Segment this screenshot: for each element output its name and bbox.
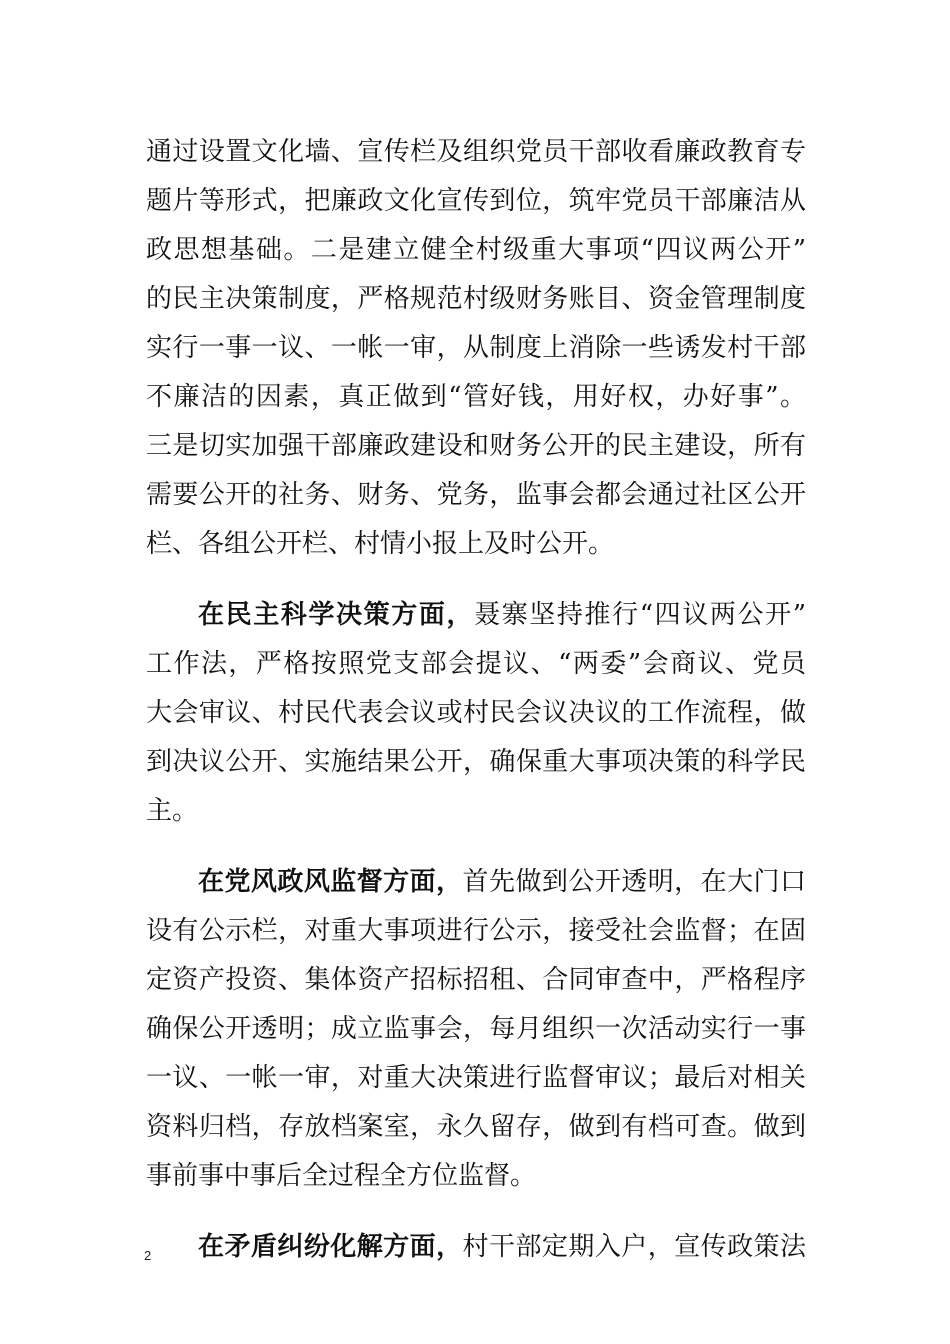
paragraph-4 [146,1223,806,1272]
text-line: 资料归档，存放档案室，永久留存，做到有档可查。做到 [146,1112,806,1142]
text-line [146,591,806,640]
text-line: 一议、一帐一审，对重大决策进行监督审议；最后对相关 [146,1063,806,1093]
text-line: 题片等形式，把廉政文化宣传到位，筑牢党员干部廉洁从 [146,186,806,216]
text-run: 村干部定期入户，宣传政策法 [462,1232,806,1262]
text-line: 的民主决策制度，严格规范村级财务账目、资金管理制度 [146,284,806,314]
paragraph-2 [146,591,806,836]
body-text [146,128,806,1272]
text-line: 定资产投资、集体资产招标招租、合同审查中，严格程序 [146,965,806,995]
paragraph-3 [146,858,806,1201]
text-line: 事前事中事后全过程全方位监督。 [146,1161,537,1191]
paragraph-1 [146,128,806,569]
paragraph-heading: 在党风政风监督方面， [198,867,463,897]
text-line: 大会审议、村民代表会议或村民会议决议的工作流程，做 [146,698,806,728]
page-number: 2 [144,1248,152,1263]
text-line: 到决议公开、实施结果公开，确保重大事项决策的科学民 [146,747,806,777]
text-line: 栏、各组公开栏、村情小报上及时公开。 [146,529,615,559]
paragraph-heading: 在矛盾纠纷化解方面， [198,1232,463,1262]
text-line: 主。 [146,796,199,826]
text-line: 需要公开的社务、财务、党务，监事会都会通过社区公开 [146,480,806,510]
text-line: 政思想基础。二是建立健全村级重大事项“四议两公开” [146,235,806,265]
text-line: 不廉洁的因素，真正做到“管好钱，用好权，办好事”。 [146,382,806,412]
text-run: 首先做到公开透明，在大门口 [462,867,806,897]
paragraph-heading: 在民主科学决策方面， [198,600,475,630]
text-line [146,858,806,907]
text-run: 聂寨坚持推行“四议两公开” [474,600,806,630]
text-line: 实行一事一议、一帐一审，从制度上消除一些诱发村干部 [146,333,806,363]
text-line: 通过设置文化墙、宣传栏及组织党员干部收看廉政教育专 [146,137,806,167]
text-line [146,1223,806,1272]
text-line: 工作法，严格按照党支部会提议、“两委”会商议、党员 [146,649,806,679]
text-line: 确保公开透明；成立监事会，每月组织一次活动实行一事 [146,1014,806,1044]
text-line: 三是切实加强干部廉政建设和财务公开的民主建设，所有 [146,431,806,461]
text-line: 设有公示栏，对重大事项进行公示，接受社会监督；在固 [146,916,806,946]
